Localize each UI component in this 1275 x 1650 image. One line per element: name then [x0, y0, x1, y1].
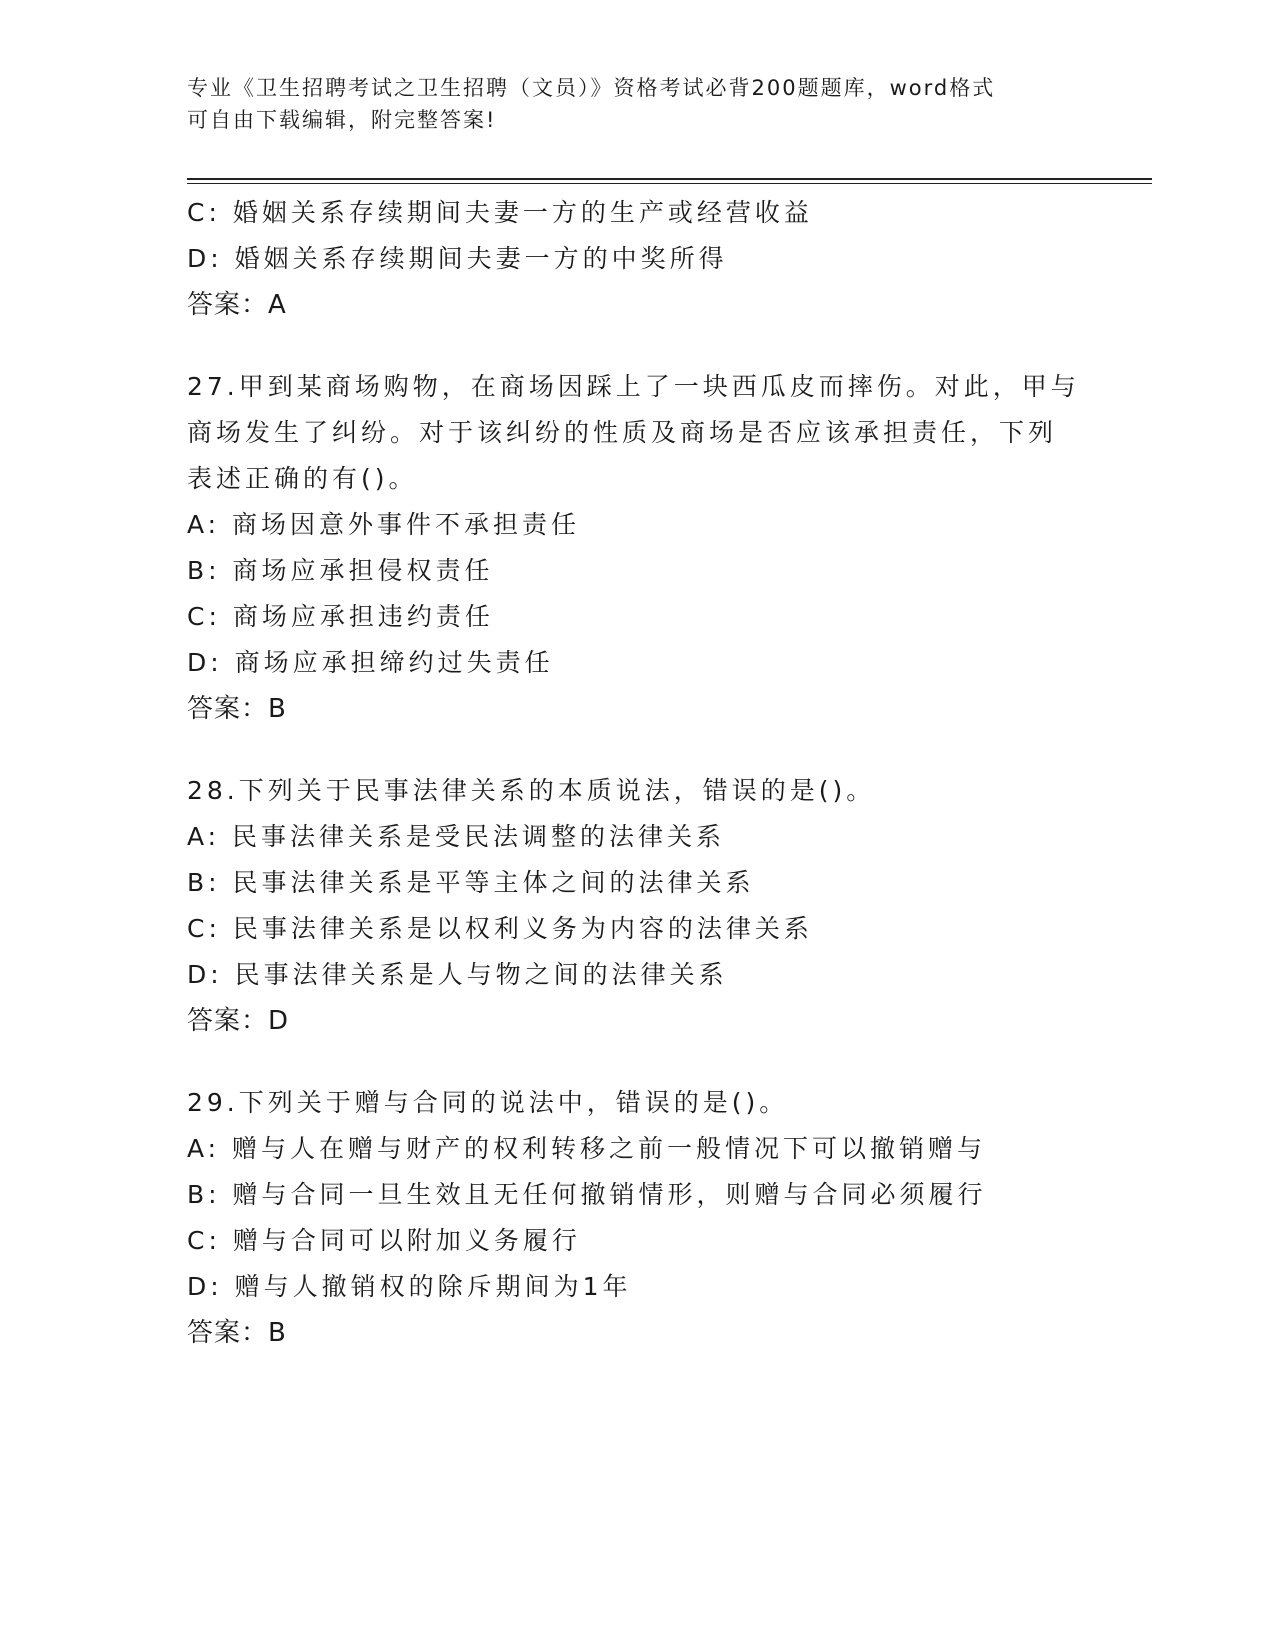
option-a: A: 赠与人在赠与财产的权利转移之前一般情况下可以撤销赠与: [187, 1134, 987, 1163]
option-c: C: 婚姻关系存续期间夫妻一方的生产或经营收益: [187, 198, 813, 227]
question-stem-line-1: 28.下列关于民事法律关系的本质说法，错误的是()。: [187, 776, 876, 805]
spacer: [187, 1044, 1087, 1080]
header-divider-thick: [187, 178, 1152, 180]
option-d: D: 婚姻关系存续期间夫妻一方的中奖所得: [187, 244, 728, 273]
option-d: D: 商场应承担缔约过失责任: [187, 648, 554, 677]
question-list: [187, 190, 1087, 1356]
question-stem-line-1: 27.甲到某商场购物，在商场因踩上了一块西瓜皮而摔伤。对此，甲与: [187, 372, 1080, 401]
question-stem-line-3: 表述正确的有()。: [187, 464, 418, 493]
question-stem-line-1: 29.下列关于赠与合同的说法中，错误的是()。: [187, 1088, 789, 1117]
spacer: [187, 732, 1087, 768]
option-a: A: 民事法律关系是受民法调整的法律关系: [187, 822, 726, 851]
answer-line: 答案：A: [187, 290, 287, 320]
option-b: B: 赠与合同一旦生效且无任何撤销情形，则赠与合同必须履行: [187, 1180, 987, 1209]
answer-line: 答案：D: [187, 1006, 290, 1036]
answer-line: 答案：B: [187, 1318, 287, 1348]
header-title-line-1: 专业《卫生招聘考试之卫生招聘（文员）》资格考试必背200题题库，word格式: [187, 76, 996, 100]
option-c: C: 商场应承担违约责任: [187, 602, 494, 631]
option-b: B: 民事法律关系是平等主体之间的法律关系: [187, 868, 755, 897]
question-27: [187, 364, 1087, 732]
option-d: D: 民事法律关系是人与物之间的法律关系: [187, 960, 728, 989]
spacer: [187, 328, 1087, 364]
question-26-continuation: [187, 190, 1087, 328]
option-c: C: 民事法律关系是以权利义务为内容的法律关系: [187, 914, 813, 943]
question-29: [187, 1080, 1087, 1356]
question-stem-line-2: 商场发生了纠纷。对于该纠纷的性质及商场是否应该承担责任，下列: [187, 418, 1058, 447]
option-c: C: 赠与合同可以附加义务履行: [187, 1226, 581, 1255]
page-header: [187, 72, 1067, 136]
header-divider-thin: [187, 183, 1152, 184]
question-28: [187, 768, 1087, 1044]
option-d: D: 赠与人撤销权的除斥期间为1年: [187, 1272, 632, 1301]
header-title-line-2: 可自由下载编辑，附完整答案!: [187, 108, 497, 132]
option-b: B: 商场应承担侵权责任: [187, 556, 494, 585]
option-a: A: 商场因意外事件不承担责任: [187, 510, 581, 539]
answer-line: 答案：B: [187, 694, 287, 724]
